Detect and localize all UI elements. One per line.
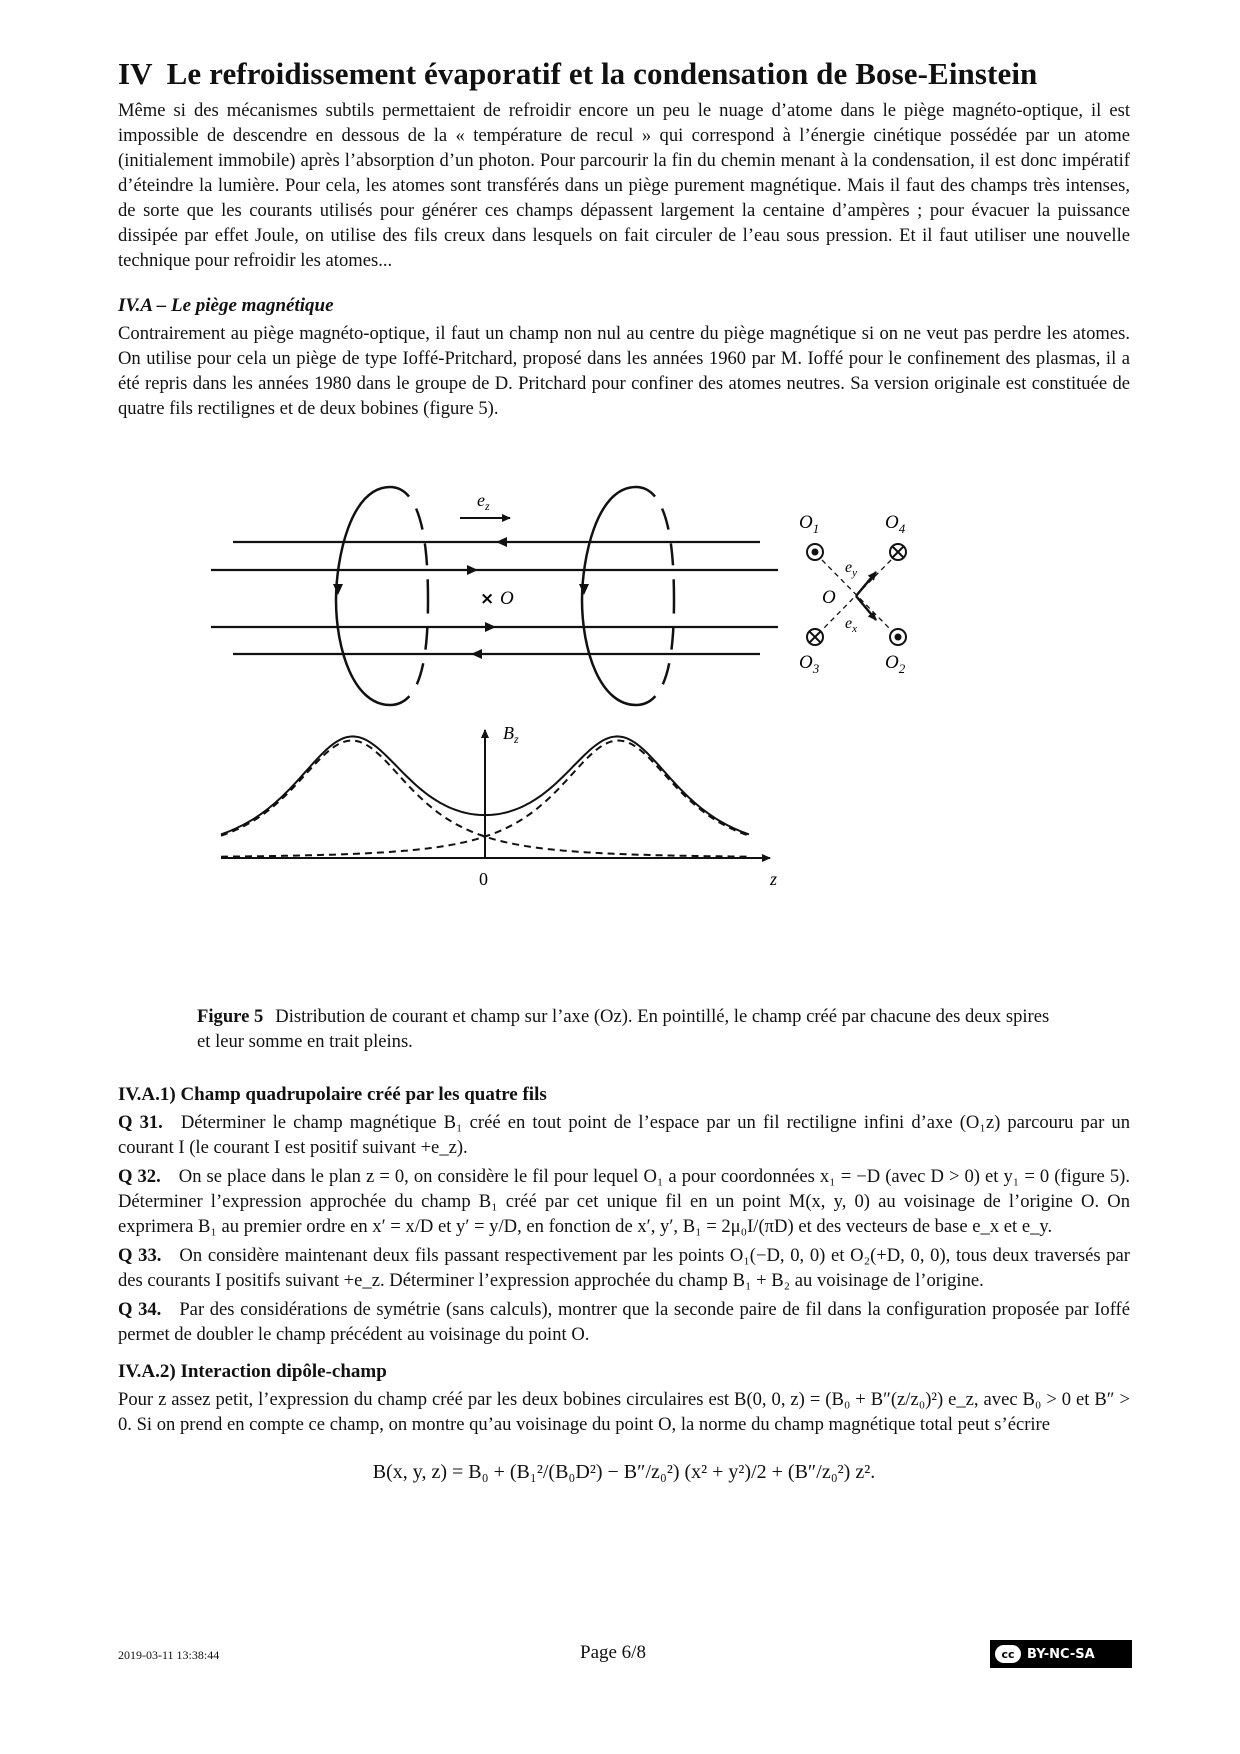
page-body	[118, 56, 1130, 421]
label-O2: $O_2$	[885, 652, 906, 676]
coil-left	[336, 487, 428, 705]
label-O4: $O_4$	[885, 512, 906, 536]
ez-label: $e_z$	[477, 490, 490, 513]
label-ey: $e_y$	[845, 559, 857, 579]
part1-title: IV.A.1) Champ quadrupolaire créé par les quatre fils	[118, 1084, 547, 1105]
ey-arrow	[856, 572, 876, 596]
tick-zero: 0	[479, 869, 488, 889]
part2-text: Pour z assez petit, l’expression du champ créé par les deux bobines circulaires est B(0, 0, z) = (B₀ + B″(z/z₀)²) e_z, avec B₀ > 0 et B″ > 0. Si on prend en compte ce champ, on montre qu’au voisinage du point O, la norme du champ magnétique total peut s’écrire	[118, 1389, 1130, 1435]
coil-right-arrow	[579, 584, 589, 595]
question-31: Q 31. Déterminer le champ magnétique B₁ créé en tout point de l’espace par un fil rectiligne infini d’axe (O₁z) parcouru par un courant I (le courant I est positif suivant +e_z).	[118, 1112, 1131, 1158]
cc-icon: cc	[995, 1645, 1021, 1663]
caption-label: Figure 5	[197, 1006, 264, 1027]
current-arrow-4	[471, 649, 482, 659]
coil-left-arrow	[333, 584, 343, 595]
current-arrow-1	[496, 537, 507, 547]
label-O1: $O_1$	[799, 512, 820, 536]
coil-right	[582, 487, 674, 705]
current-arrow-3	[485, 622, 496, 632]
wire-O2-out	[890, 629, 906, 645]
label-Bz: $B_z$	[503, 723, 519, 746]
section-title: Le refroidissement évaporatif et la condensation de Bose-Einstein	[166, 56, 1038, 91]
question-33: Q 33. On considère maintenant deux fils passant respectivement par les points O₁(−D, 0, 0) et O₂(+D, 0, 0), tous deux traversés par des courants I positifs suivant +e_z. Déterminer l’expression approchée du champ B₁ + B₂ au voisinage de l’origine.	[118, 1245, 1131, 1291]
section-intro: Même si des mécanismes subtils permettaient de refroidir encore un peu le nuage d’atome dans le piège magnéto-optique, il est impossible de descendre en dessous de la « température de recul » qui correspond à l’énergie cinétique possédée par un atome (initialement immobile) après l’absorption d’un photon. Pour parcourir la fin du chemin menant à la condensation, il est donc impératif d’éteindre la lumière. Pour cela, les atomes sont transférés dans un piège purement magnétique. Mais il faut des champs très intenses, de sorte que les courants utilisés pour générer ces champs dépassent largement la centaine d’ampères ; pour évacuer la puissance dissipée par effet Joule, on utilise des fils creux dans lesquels on fait circuler de l’eau sous pression. Et il faut utiliser une nouvelle technique pour refroidir les atomes...	[118, 100, 1130, 271]
bz-chart	[221, 723, 777, 889]
figure-5	[118, 490, 1130, 1000]
question-32: Q 32. On se place dans le plan z = 0, on considère le fil pour lequel O₁ a pour coordonnées x₁ = −D (avec D > 0) et y₁ = 0 (figure 5). Déterminer l’expression approchée du champ B₁ créé par cet unique fil en un point M(x, y, 0) au voisinage de l’origine O. On exprimera B₁ au premier ordre en x′ = x/D et y′ = y/D, en fonction de x′, y′, B₁ = 2μ₀I/(πD) et des vecteurs de base e_x et e_y.	[118, 1166, 1130, 1237]
footer-page: Page 6/8	[580, 1642, 646, 1663]
wire-O1-out	[807, 544, 823, 560]
cross-section	[799, 512, 906, 676]
label-O3: $O_3$	[799, 652, 820, 676]
caption-text: Distribution de courant et champ sur l’axe (Oz). En pointillé, le champ créé par chacune des deux spires et leur somme en trait pleins.	[197, 1006, 1050, 1052]
figure-caption	[197, 1004, 1057, 1054]
footer-timestamp: 2019-03-11 13:38:44	[118, 1648, 220, 1662]
label-ex: $e_x$	[845, 615, 857, 635]
axis-label-z: z	[770, 869, 778, 889]
wire-O4-in	[890, 544, 906, 560]
subsection-title: IV.A – Le piège magnétique	[118, 295, 334, 316]
license-text: BY-NC-SA	[1027, 1646, 1095, 1662]
section-heading	[118, 56, 1130, 92]
ex-arrow	[856, 596, 876, 620]
subsection-text: Contrairement au piège magnéto-optique, il faut un champ non nul au centre du piège magnétique si on ne veut pas perdre les atomes. On utilise pour cela un piège de type Ioffé-Pritchard, proposé dans les années 1960 par M. Ioffé pour le confinement des plasmas, il a été repris dans les années 1980 dans le groupe de D. Pritchard pour confiner des atomes neutres. Sa version originale est constituée de quatre fils rectilignes et de deux bobines (figure 5).	[118, 323, 1130, 419]
label-O-center: O	[822, 587, 836, 608]
questions	[118, 1070, 1130, 1484]
current-arrow-2	[467, 565, 478, 575]
origin-cross: ×	[480, 589, 495, 609]
origin-label: O	[500, 588, 514, 609]
license-badge	[990, 1640, 1132, 1668]
section-number: IV	[118, 56, 153, 91]
wire-O3-in	[807, 629, 823, 645]
part2-title: IV.A.2) Interaction dipôle-champ	[118, 1361, 387, 1382]
question-34: Q 34. Par des considérations de symétrie (sans calculs), montrer que la seconde paire de fil dans la configuration proposée par Ioffé permet de doubler le champ précédent au voisinage du point O.	[118, 1299, 1130, 1345]
field-formula: B(x, y, z) = B₀ + (B₁²/(B₀D²) − B″/z₀²) (x² + y²)/2 + (B″/z₀²) z².	[372, 1461, 876, 1483]
wires	[211, 542, 778, 654]
